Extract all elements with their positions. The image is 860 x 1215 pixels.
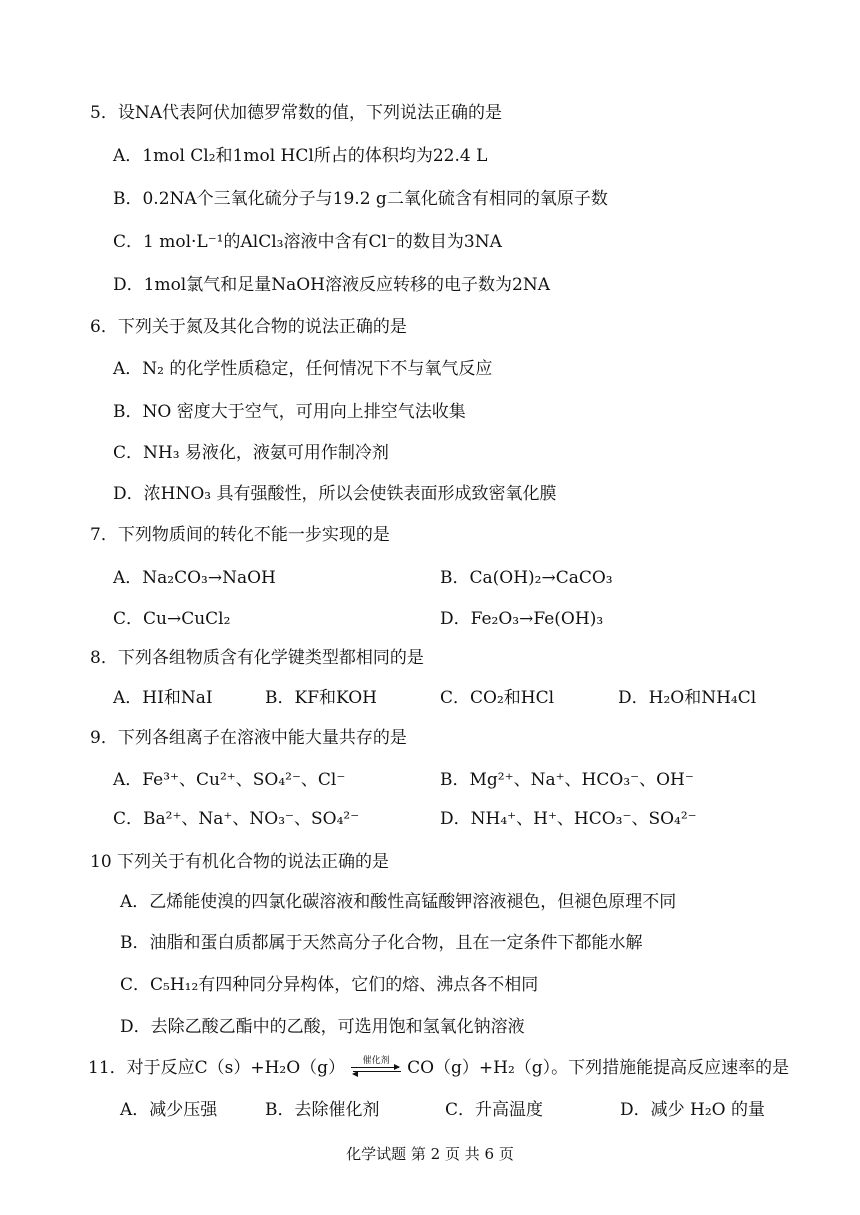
question-5-option-c: C．1 mol·L⁻¹的AlCl₃溶液中含有Cl⁻的数目为3NA <box>113 232 502 252</box>
question-6-option-d: D．浓HNO₃ 具有强酸性，所以会使铁表面形成致密氧化膜 <box>113 484 557 504</box>
question-11-stem-before: 11．对于反应C（s）+H₂O（g） <box>88 1058 346 1078</box>
question-7-option-b: B．Ca(OH)₂→CaCO₃ <box>440 568 613 588</box>
page-footer: 化学试题 第 2 页 共 6 页 <box>346 1145 514 1163</box>
question-10-option-c: C．C₅H₁₂有四种同分异构体，它们的熔、沸点各不相同 <box>120 975 539 995</box>
catalyst-label: 催化剂 <box>362 1055 390 1066</box>
question-9-stem: 9．下列各组离子在溶液中能大量共存的是 <box>90 728 407 748</box>
reversible-arrow-icon <box>349 1055 403 1077</box>
question-5-option-b: B．0.2NA个三氧化硫分子与19.2 g二氧化硫含有相同的氧原子数 <box>113 189 608 209</box>
question-9-option-b: B．Mg²⁺、Na⁺、HCO₃⁻、OH⁻ <box>440 770 694 790</box>
question-10-option-b: B．油脂和蛋白质都属于天然高分子化合物，且在一定条件下都能水解 <box>120 933 643 953</box>
question-8-option-d: D．H₂O和NH₄Cl <box>618 688 757 708</box>
question-11-option-d: D．减少 H₂O 的量 <box>620 1100 766 1120</box>
question-9-option-d: D．NH₄⁺、H⁺、HCO₃⁻、SO₄²⁻ <box>440 809 697 829</box>
question-5-option-d: D．1mol氯气和足量NaOH溶液反应转移的电子数为2NA <box>113 275 550 295</box>
question-8-option-a: A．HI和NaI <box>113 688 213 708</box>
question-10-option-a: A．乙烯能使溴的四氯化碳溶液和酸性高锰酸钾溶液褪色，但褪色原理不同 <box>120 892 677 912</box>
question-7-option-a: A．Na₂CO₃→NaOH <box>113 568 276 588</box>
question-7-option-c: C．Cu→CuCl₂ <box>113 609 231 629</box>
question-6-option-a: A．N₂ 的化学性质稳定，任何情况下不与氧气反应 <box>113 359 493 379</box>
question-6-option-c: C．NH₃ 易液化，液氨可用作制冷剂 <box>113 443 389 463</box>
question-9-option-c: C．Ba²⁺、Na⁺、NO₃⁻、SO₄²⁻ <box>113 809 360 829</box>
question-5-stem: 5．设NA代表阿伏加德罗常数的值，下列说法正确的是 <box>90 103 502 123</box>
question-8-option-b: B．KF和KOH <box>265 688 377 708</box>
question-11-option-b: B．去除催化剂 <box>265 1100 380 1120</box>
question-10-option-d: D．去除乙酸乙酯中的乙酸，可选用饱和氢氧化钠溶液 <box>120 1017 525 1037</box>
question-8-option-c: C．CO₂和HCl <box>440 688 555 708</box>
question-6-option-b: B．NO 密度大于空气，可用向上排空气法收集 <box>113 402 466 422</box>
question-5-option-a: A．1mol Cl₂和1mol HCl所占的体积均为22.4 L <box>113 146 488 166</box>
question-11-stem-after: CO（g）+H₂（g）。下列措施能提高反应速率的是 <box>407 1058 790 1078</box>
question-11-option-c: C．升高温度 <box>445 1100 544 1120</box>
question-7-stem: 7．下列物质间的转化不能一步实现的是 <box>90 525 390 545</box>
question-6-stem: 6．下列关于氮及其化合物的说法正确的是 <box>90 317 407 337</box>
question-11-stem <box>88 1053 789 1078</box>
question-9-option-a: A．Fe³⁺、Cu²⁺、SO₄²⁻、Cl⁻ <box>113 770 346 790</box>
question-8-stem: 8．下列各组物质含有化学键类型都相同的是 <box>90 648 424 668</box>
question-11-option-a: A．减少压强 <box>120 1100 218 1120</box>
question-7-option-d: D．Fe₂O₃→Fe(OH)₃ <box>440 609 604 629</box>
question-10-stem: 10 下列关于有机化合物的说法正确的是 <box>90 852 390 872</box>
